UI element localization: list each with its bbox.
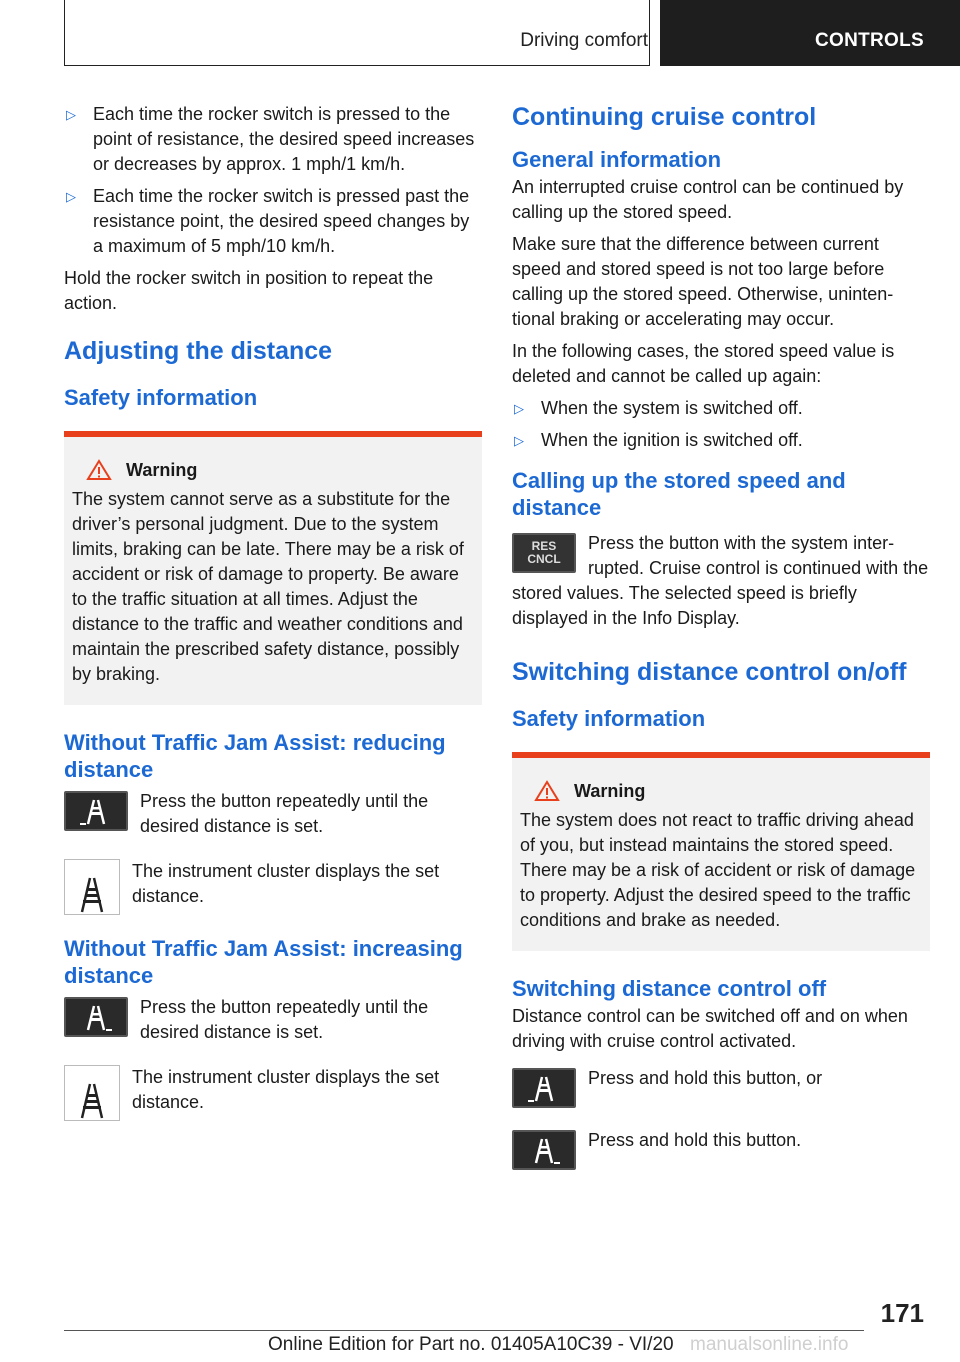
reduce-cluster-text: The instrument cluster displays the set distance. xyxy=(132,861,440,906)
list-item: ▷ Each time the rocker switch is pressed past the resistance point, the desired speed changes by a maximum of 5 mph/10 km/h. xyxy=(66,186,470,256)
watermark: manualsonline.info xyxy=(690,1334,849,1355)
warning-box xyxy=(64,431,482,705)
off-text: Distance control can be switched off and on when driving with cruise control activated. xyxy=(512,1006,908,1051)
warning-triangle-icon xyxy=(534,780,560,802)
triangle-bullet-icon: ▷ xyxy=(66,107,76,122)
warning-text: The system does not react to traffic driving ahead of you, but instead maintains the stored speed. There may be a risk of accident or risk of damage to property. Adjust the desired speed to the traffic conditions and brake as needed. xyxy=(520,810,916,930)
hold-text: Hold the rocker switch in position to repeat the action. xyxy=(64,268,434,313)
res-cncl-button-icon: RES CNCL xyxy=(512,533,576,573)
rocker-bullets xyxy=(64,102,482,259)
page-header xyxy=(0,0,960,66)
reduce-press-text: Press the button repeatedly until the desired distance is set. xyxy=(140,791,429,836)
list-item: ▷ Each time the rocker switch is pressed to the point of resistance, the desired speed increases or decreases by approx. 1 mph/1 km/h. xyxy=(66,104,475,174)
distance-button-icon xyxy=(512,1068,576,1108)
triangle-bullet-icon: ▷ xyxy=(66,189,76,204)
page-number: 171 xyxy=(880,1298,924,1328)
reduce-button-row xyxy=(64,789,482,839)
press-hold-text: Press and hold this button. xyxy=(588,1130,802,1150)
distance-button-icon xyxy=(64,791,128,831)
press-or-row xyxy=(512,1066,930,1108)
header-chapter-title: CONTROLS xyxy=(660,0,960,66)
heading-switching-off: Switching distance control off xyxy=(512,976,827,1001)
heading-calling-stored-speed: Calling up the stored speed and distance xyxy=(512,468,846,520)
calling-text: Press the button with the system interrupted. Cruise control is continued with the stored values. The selected speed is briefly displayed in the Info Display. xyxy=(512,533,929,628)
heading-safety-information: Safety information xyxy=(64,385,258,410)
warning-triangle-icon xyxy=(86,459,112,481)
warning-title: Warning xyxy=(72,459,474,481)
triangle-bullet-icon: ▷ xyxy=(514,433,524,448)
left-column xyxy=(64,102,482,1141)
footer-edition: Online Edition for Part no. 01405A10C39 - VI/20 xyxy=(268,1334,674,1355)
heading-safety-information: Safety information xyxy=(512,706,706,731)
increase-cluster-row xyxy=(64,1065,482,1121)
footer-rule xyxy=(64,1330,864,1331)
distance-cluster-icon xyxy=(64,859,120,915)
list-item: ▷ When the system is switched off. xyxy=(512,396,930,421)
list-item: ▷ When the ignition is switched off. xyxy=(512,428,930,453)
heading-adjusting-distance: Adjusting the distance xyxy=(64,337,333,365)
right-column xyxy=(512,102,930,1190)
press-or-text: Press and hold this button, or xyxy=(588,1068,823,1088)
warning-text: The system cannot serve as a substitute for the driver’s personal judgment. Due to the system limits, braking can be late. There may be a risk of accident or risk of damage to property. Be aware to the traffic situation at all times. Adjust the distance to the traffic and weather conditions and maintain the prescribed safety distance, possibly by braking. xyxy=(72,489,464,684)
heading-switching-distance-control: Switching distance control on/off xyxy=(512,658,907,686)
triangle-bullet-icon: ▷ xyxy=(514,401,524,416)
warning-box xyxy=(512,752,930,951)
deleted-cases-list xyxy=(512,396,930,453)
increase-press-text: Press the button repeatedly until the desired distance is set. xyxy=(140,997,429,1042)
heading-continuing-cruise-control: Continuing cruise control xyxy=(512,103,817,131)
warning-title: Warning xyxy=(520,780,922,802)
increase-button-row xyxy=(64,995,482,1045)
reduce-cluster-row xyxy=(64,859,482,915)
calling-block xyxy=(512,531,930,631)
distance-cluster-icon xyxy=(64,1065,120,1121)
distance-button-icon xyxy=(64,997,128,1037)
increase-cluster-text: The instrument cluster displays the set distance. xyxy=(132,1067,440,1112)
heading-general-information: General information xyxy=(512,147,722,172)
general-text-1: An interrupted cruise control can be continued by calling up the stored speed. xyxy=(512,177,904,222)
distance-button-icon xyxy=(512,1130,576,1170)
heading-increasing-distance: Without Traffic Jam Assist: increasing distance xyxy=(64,936,463,988)
header-section-title: Driving comfort xyxy=(520,30,648,51)
general-text-2: Make sure that the difference between current speed and stored speed is not too large before calling up the stored speed. Otherwise, unintentional braking or accelerating may occur. xyxy=(512,234,894,329)
press-hold-row xyxy=(512,1128,930,1170)
heading-reducing-distance: Without Traffic Jam Assist: reducing distance xyxy=(64,730,446,782)
general-text-3: In the following cases, the stored speed value is deleted and cannot be called up again: xyxy=(512,341,895,386)
